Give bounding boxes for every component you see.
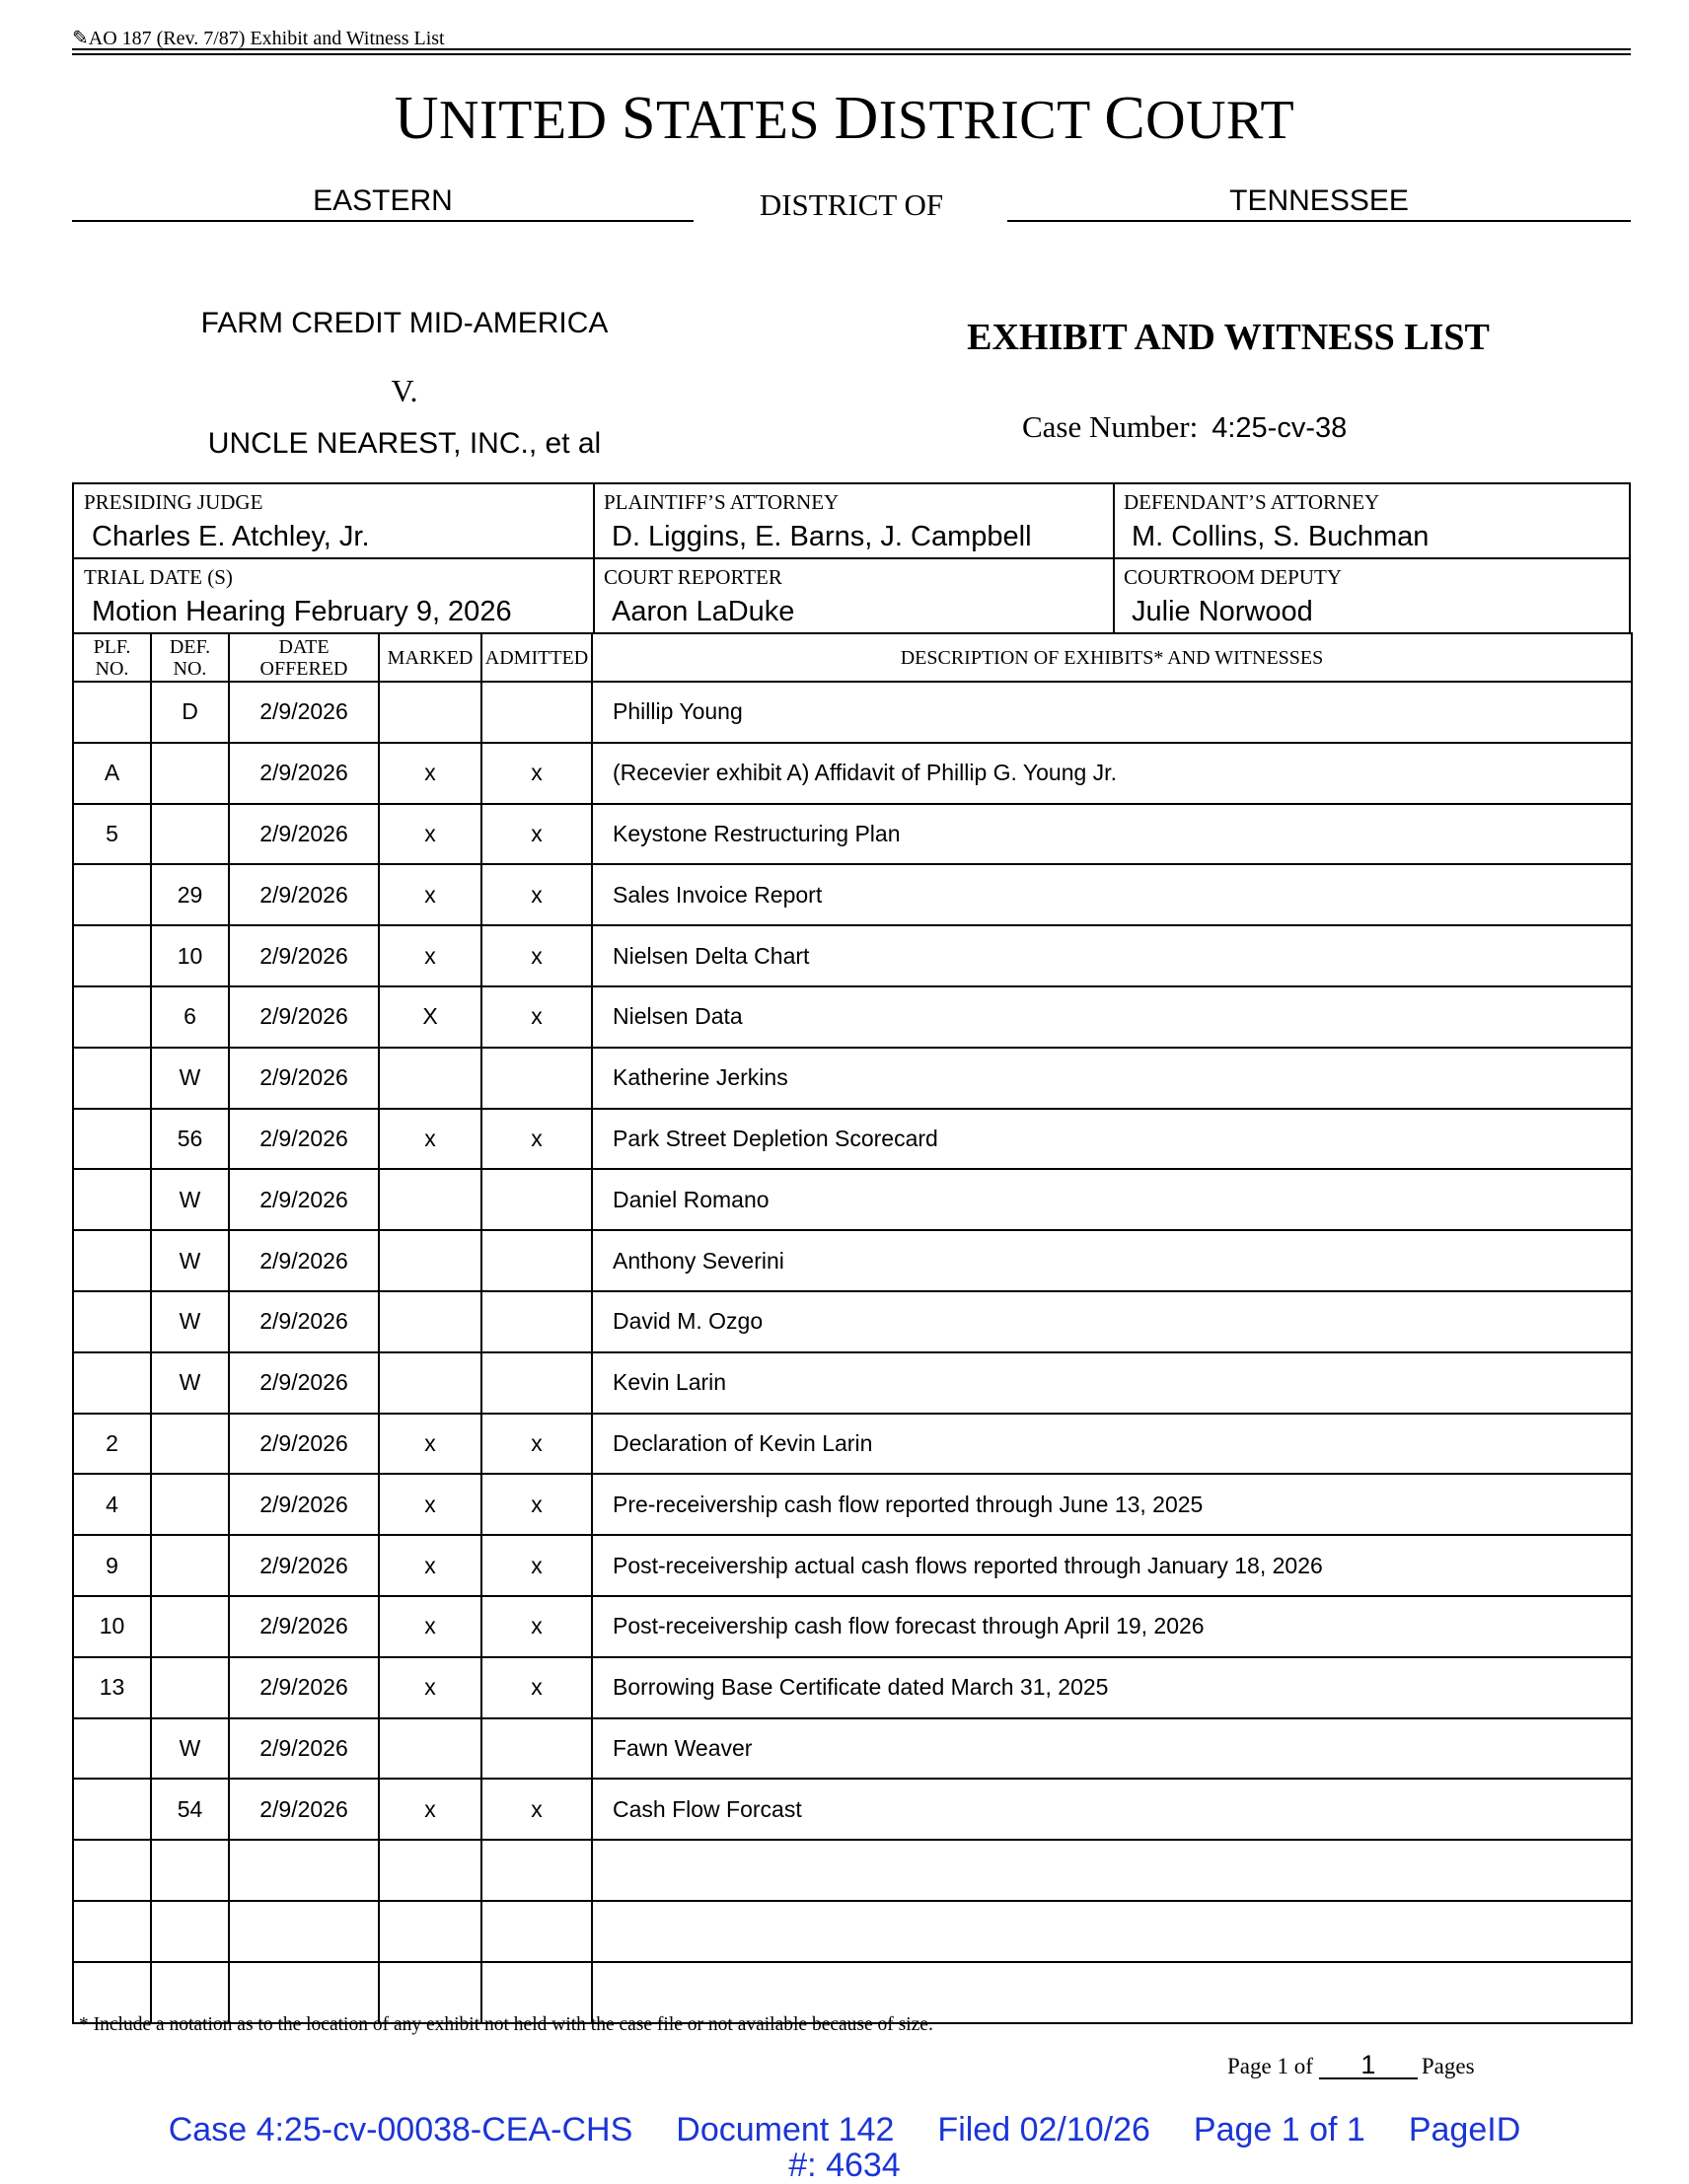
- cell-marked: X: [379, 986, 481, 1048]
- cell-marked: x: [379, 1109, 481, 1170]
- cell-description: Anthony Severini: [592, 1230, 1632, 1291]
- cell-date-offered: 2/9/2026: [229, 682, 379, 743]
- cell-marked: [379, 1169, 481, 1230]
- ecf-pageid-label: PageID: [1408, 2111, 1521, 2148]
- table-row: [73, 1169, 1632, 1230]
- cell-plf-no: [73, 1901, 151, 1962]
- header-plf-no: PLF. NO.: [73, 633, 151, 682]
- defendant-attorney-label: DEFENDANT’S ATTORNEY: [1124, 490, 1380, 514]
- table-row: [73, 1596, 1632, 1657]
- courtroom-deputy-label: COURTROOM DEPUTY: [1124, 565, 1343, 589]
- table-row: [73, 1474, 1632, 1535]
- cell-def-no: W: [151, 1048, 229, 1109]
- table-row: [73, 1840, 1632, 1901]
- cell-description: Kevin Larin: [592, 1352, 1632, 1414]
- cell-admitted: x: [481, 864, 592, 925]
- court-reporter-value: Aaron LaDuke: [612, 596, 795, 627]
- cell-plf-no: [73, 1779, 151, 1840]
- cell-date-offered: 2/9/2026: [229, 1048, 379, 1109]
- case-number-value: 4:25-cv-38: [1212, 412, 1348, 444]
- cell-marked: [379, 1901, 481, 1962]
- cell-date-offered: 2/9/2026: [229, 743, 379, 804]
- cell-marked: [379, 1840, 481, 1901]
- table-row: [73, 1048, 1632, 1109]
- cell-description: Cash Flow Forcast: [592, 1779, 1632, 1840]
- cell-plf-no: [73, 864, 151, 925]
- cell-description: Pre-receivership cash flow reported through June 13, 2025: [592, 1474, 1632, 1535]
- cell-date-offered: 2/9/2026: [229, 1535, 379, 1596]
- cell-description: Post-receivership actual cash flows reported through January 18, 2026: [592, 1535, 1632, 1596]
- court-reporter-label: COURT REPORTER: [604, 565, 782, 589]
- cell-description: Declaration of Kevin Larin: [592, 1414, 1632, 1475]
- caption-versus: V.: [391, 373, 418, 408]
- case-number-label: Case Number:: [1022, 409, 1199, 444]
- district-direction: EASTERN: [313, 184, 453, 217]
- cell-marked: x: [379, 804, 481, 865]
- cell-def-no: [151, 1657, 229, 1718]
- cell-marked: x: [379, 925, 481, 986]
- cell-description: Nielsen Delta Chart: [592, 925, 1632, 986]
- table-row: [73, 1718, 1632, 1780]
- trial-date-label: TRIAL DATE (S): [84, 565, 233, 589]
- cell-marked: [379, 1352, 481, 1414]
- table-row: [73, 864, 1632, 925]
- cell-def-no: [151, 804, 229, 865]
- cell-plf-no: A: [73, 743, 151, 804]
- table-row: [73, 1230, 1632, 1291]
- cell-admitted: [481, 1048, 592, 1109]
- cell-plf-no: [73, 682, 151, 743]
- cell-admitted: x: [481, 1535, 592, 1596]
- cell-plf-no: [73, 1840, 151, 1901]
- ecf-pageid-number: #: 4634: [788, 2147, 901, 2184]
- district-of-label: DISTRICT OF: [759, 187, 944, 222]
- table-row: [73, 682, 1632, 743]
- cell-description: Sales Invoice Report: [592, 864, 1632, 925]
- header-admitted: ADMITTED: [481, 633, 592, 682]
- cell-admitted: x: [481, 1657, 592, 1718]
- cell-admitted: x: [481, 986, 592, 1048]
- footnote: * Include a notation as to the location of any exhibit not held with the case file or not available because of size.: [79, 2014, 933, 2035]
- cell-description: [592, 1840, 1632, 1901]
- cell-def-no: [151, 1840, 229, 1901]
- cell-description: Nielsen Data: [592, 986, 1632, 1048]
- cell-plf-no: 2: [73, 1414, 151, 1475]
- cell-def-no: 54: [151, 1779, 229, 1840]
- ecf-filed: Filed 02/10/26: [937, 2111, 1150, 2148]
- table-row: [73, 986, 1632, 1048]
- cell-description: (Recevier exhibit A) Affidavit of Phillip G. Young Jr.: [592, 743, 1632, 804]
- cell-def-no: [151, 1535, 229, 1596]
- cell-def-no: D: [151, 682, 229, 743]
- cell-description: Keystone Restructuring Plan: [592, 804, 1632, 865]
- cell-description: Post-receivership cash flow forecast through April 19, 2026: [592, 1596, 1632, 1657]
- cell-description: Borrowing Base Certificate dated March 31, 2025: [592, 1657, 1632, 1718]
- cell-date-offered: 2/9/2026: [229, 925, 379, 986]
- cell-def-no: W: [151, 1169, 229, 1230]
- cell-plf-no: [73, 986, 151, 1048]
- courtroom-deputy-value: Julie Norwood: [1132, 596, 1313, 627]
- presiding-judge-value: Charles E. Atchley, Jr.: [92, 521, 370, 552]
- cell-admitted: [481, 1840, 592, 1901]
- cell-marked: [379, 1230, 481, 1291]
- ecf-page: Page 1 of 1: [1193, 2111, 1365, 2148]
- cell-def-no: 6: [151, 986, 229, 1048]
- cell-def-no: W: [151, 1352, 229, 1414]
- cell-date-offered: 2/9/2026: [229, 1230, 379, 1291]
- cell-admitted: [481, 1230, 592, 1291]
- cell-plf-no: [73, 925, 151, 986]
- cell-admitted: x: [481, 743, 592, 804]
- cell-date-offered: [229, 1840, 379, 1901]
- page-counter: Page 1 of 1 Pages: [1227, 2050, 1475, 2079]
- cell-date-offered: 2/9/2026: [229, 1596, 379, 1657]
- cell-admitted: x: [481, 1414, 592, 1475]
- district-state-underline: [1007, 220, 1631, 222]
- plaintiff-attorney-cell: [594, 484, 1113, 557]
- cell-date-offered: 2/9/2026: [229, 1718, 379, 1780]
- presiding-judge-cell: [74, 484, 593, 557]
- ecf-document: Document 142: [676, 2111, 895, 2148]
- cell-date-offered: 2/9/2026: [229, 1109, 379, 1170]
- header-date-offered: DATE OFFERED: [229, 633, 379, 682]
- cell-def-no: [151, 743, 229, 804]
- cell-plf-no: 5: [73, 804, 151, 865]
- defendant-attorney-value: M. Collins, S. Buchman: [1132, 521, 1430, 552]
- plaintiff-attorney-label: PLAINTIFF’S ATTORNEY: [604, 490, 840, 514]
- ecf-filing-stamp: [0, 2111, 1689, 2148]
- table-header-row: [73, 633, 1632, 682]
- cell-description: Phillip Young: [592, 682, 1632, 743]
- cell-def-no: W: [151, 1230, 229, 1291]
- cell-date-offered: 2/9/2026: [229, 1414, 379, 1475]
- cell-description: Katherine Jerkins: [592, 1048, 1632, 1109]
- cell-date-offered: 2/9/2026: [229, 1779, 379, 1840]
- caption-plaintiff: FARM CREDIT MID-AMERICA: [200, 307, 609, 339]
- trial-date-value: Motion Hearing February 9, 2026: [92, 596, 512, 627]
- district-direction-underline: [72, 220, 694, 222]
- cell-admitted: [481, 682, 592, 743]
- table-row: [73, 1657, 1632, 1718]
- document-title: EXHIBIT AND WITNESS LIST: [967, 317, 1490, 358]
- page-total: 1: [1319, 2052, 1418, 2079]
- courtroom-deputy-cell: [1114, 559, 1629, 632]
- case-info-grid: [72, 482, 1631, 634]
- cell-description: David M. Ozgo: [592, 1291, 1632, 1352]
- cell-admitted: x: [481, 804, 592, 865]
- cell-marked: [379, 1048, 481, 1109]
- cell-description: Park Street Depletion Scorecard: [592, 1109, 1632, 1170]
- table-row: [73, 1901, 1632, 1962]
- cell-marked: x: [379, 1414, 481, 1475]
- cell-def-no: [151, 1901, 229, 1962]
- cell-marked: x: [379, 1474, 481, 1535]
- cell-admitted: [481, 1291, 592, 1352]
- header-def-no: DEF. NO.: [151, 633, 229, 682]
- cell-date-offered: [229, 1901, 379, 1962]
- exhibit-witness-table: [72, 632, 1633, 2024]
- cell-marked: [379, 1718, 481, 1780]
- ecf-case: Case 4:25-cv-00038-CEA-CHS: [168, 2111, 633, 2148]
- cell-plf-no: [73, 1352, 151, 1414]
- cell-plf-no: [73, 1109, 151, 1170]
- cell-plf-no: [73, 1048, 151, 1109]
- cell-def-no: [151, 1474, 229, 1535]
- cell-plf-no: [73, 1169, 151, 1230]
- cell-marked: x: [379, 864, 481, 925]
- table-row: [73, 1291, 1632, 1352]
- table-row: [73, 1779, 1632, 1840]
- cell-date-offered: 2/9/2026: [229, 986, 379, 1048]
- cell-marked: x: [379, 1596, 481, 1657]
- table-row: [73, 925, 1632, 986]
- cell-date-offered: 2/9/2026: [229, 1657, 379, 1718]
- top-rule-double: [72, 53, 1631, 55]
- cell-def-no: 10: [151, 925, 229, 986]
- cell-description: [592, 1901, 1632, 1962]
- cell-admitted: x: [481, 1109, 592, 1170]
- cell-marked: x: [379, 1779, 481, 1840]
- defendant-attorney-cell: [1114, 484, 1629, 557]
- table-row: [73, 804, 1632, 865]
- cell-def-no: W: [151, 1718, 229, 1780]
- header-marked: MARKED: [379, 633, 481, 682]
- cell-plf-no: 10: [73, 1596, 151, 1657]
- cell-def-no: [151, 1414, 229, 1475]
- cell-date-offered: 2/9/2026: [229, 864, 379, 925]
- cell-admitted: [481, 1718, 592, 1780]
- cell-def-no: [151, 1596, 229, 1657]
- cell-admitted: [481, 1901, 592, 1962]
- trial-date-cell: [74, 559, 593, 632]
- court-title: UNITED STATES DISTRICT COURT: [394, 85, 1295, 152]
- cell-plf-no: [73, 1230, 151, 1291]
- cell-admitted: [481, 1352, 592, 1414]
- table-row: [73, 1109, 1632, 1170]
- cell-plf-no: 4: [73, 1474, 151, 1535]
- presiding-judge-label: PRESIDING JUDGE: [84, 490, 263, 514]
- cell-admitted: x: [481, 1474, 592, 1535]
- cell-plf-no: [73, 1718, 151, 1780]
- cell-plf-no: [73, 1291, 151, 1352]
- cell-admitted: x: [481, 1779, 592, 1840]
- cell-plf-no: 9: [73, 1535, 151, 1596]
- court-reporter-cell: [594, 559, 1113, 632]
- cell-admitted: x: [481, 925, 592, 986]
- cell-marked: [379, 682, 481, 743]
- table-row: [73, 743, 1632, 804]
- table-row: [73, 1535, 1632, 1596]
- cell-date-offered: 2/9/2026: [229, 1474, 379, 1535]
- cell-def-no: 29: [151, 864, 229, 925]
- cell-admitted: [481, 1169, 592, 1230]
- cell-plf-no: 13: [73, 1657, 151, 1718]
- cell-admitted: x: [481, 1596, 592, 1657]
- caption-defendant: UNCLE NEAREST, INC., et al: [207, 427, 602, 460]
- cell-marked: x: [379, 1657, 481, 1718]
- cell-marked: x: [379, 1535, 481, 1596]
- table-row: [73, 1352, 1632, 1414]
- cell-def-no: W: [151, 1291, 229, 1352]
- cell-date-offered: 2/9/2026: [229, 1291, 379, 1352]
- cell-description: Fawn Weaver: [592, 1718, 1632, 1780]
- top-rule: [72, 48, 1631, 50]
- case-number: [1022, 409, 1347, 445]
- cell-marked: [379, 1291, 481, 1352]
- cell-date-offered: 2/9/2026: [229, 1352, 379, 1414]
- cell-marked: x: [379, 743, 481, 804]
- table-row: [73, 1414, 1632, 1475]
- header-description: DESCRIPTION OF EXHIBITS* AND WITNESSES: [592, 633, 1632, 682]
- cell-date-offered: 2/9/2026: [229, 1169, 379, 1230]
- form-identifier: ✎AO 187 (Rev. 7/87) Exhibit and Witness List: [72, 28, 445, 49]
- cell-description: Daniel Romano: [592, 1169, 1632, 1230]
- cell-def-no: 56: [151, 1109, 229, 1170]
- district-state: TENNESSEE: [1229, 184, 1409, 217]
- plaintiff-attorney-value: D. Liggins, E. Barns, J. Campbell: [612, 521, 1032, 552]
- cell-date-offered: 2/9/2026: [229, 804, 379, 865]
